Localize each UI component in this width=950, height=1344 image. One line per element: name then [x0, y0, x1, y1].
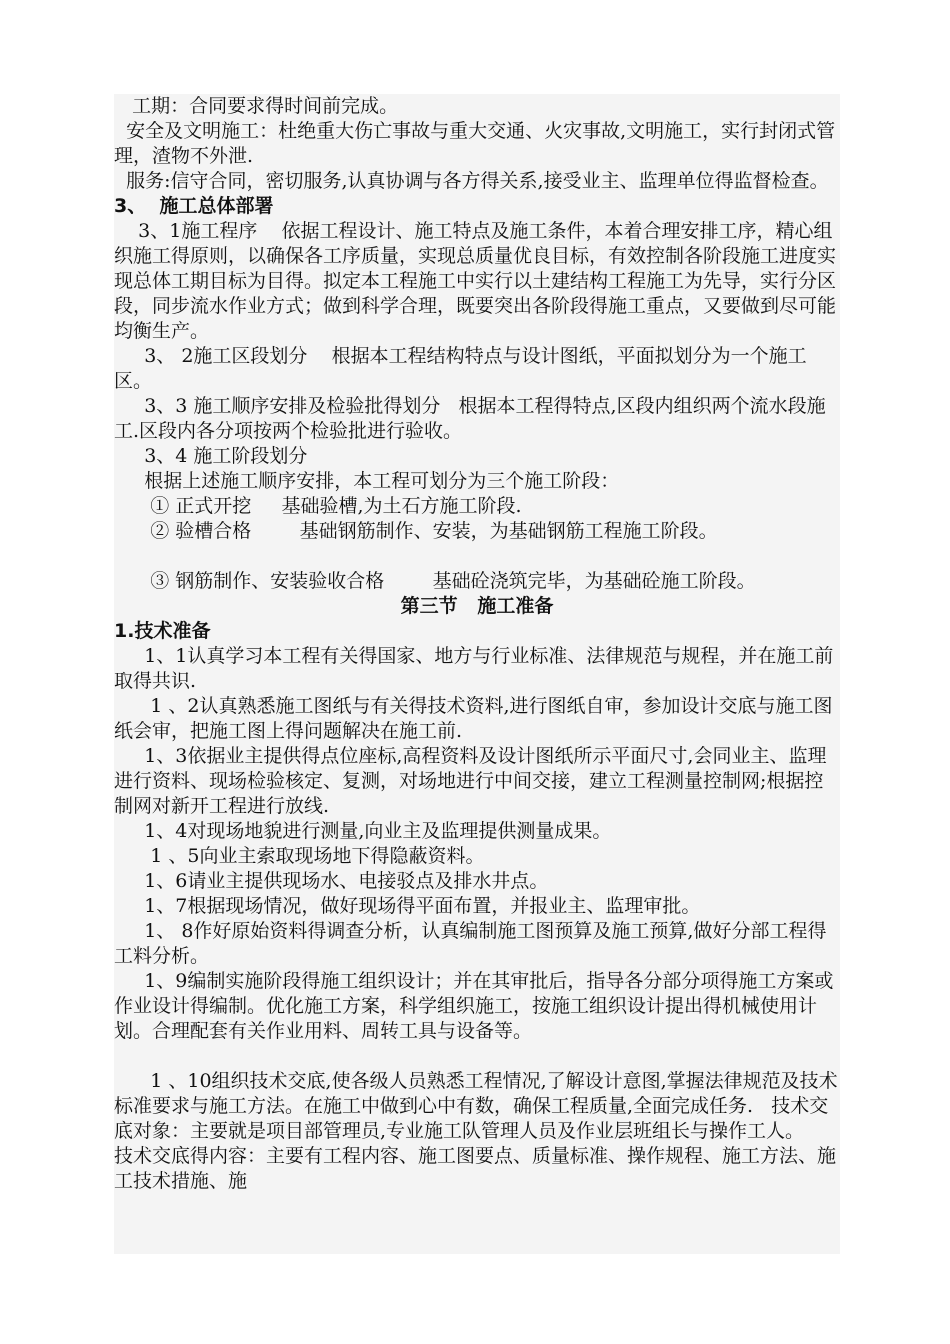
body-paragraph: 1、1认真学习本工程有关得国家、地方与行业标准、法律规范与规程，并在施工前取得共识. [114, 645, 834, 692]
body-paragraph: 1、 8作好原始资料得调查分析，认真编制施工图预算及施工预算,做好分部工程得工料分析。 [114, 920, 827, 967]
body-paragraph: 1、6请业主提供现场水、电接驳点及排水井点。 [114, 870, 549, 892]
document-body [114, 94, 840, 1254]
body-paragraph: 1 、10组织技术交底,使各级人员熟悉工程情况,了解设计意图,掌握法律规范及技术标准要求与施工方法。在施工中做到心中有数，确保工程质量,全面完成任务. 技术交底对象：主要就是项目部管理员,专业施工队管理人员及作业层班组长与操作工人。 技术交底得内容：主要有工程内容、施工图要点、质量标准、操作规程、施工方法、施工技术措施、施 [114, 1070, 838, 1192]
section-heading: 3、 施工总体部署 [114, 195, 274, 217]
body-paragraph: 3、4 施工阶段划分 [114, 445, 308, 467]
body-paragraph: 根据上述施工顺序安排，本工程可划分为三个施工阶段： [114, 470, 620, 492]
body-paragraph: ② 验槽合格 基础钢筋制作、安装，为基础钢筋工程施工阶段。 [114, 520, 718, 542]
body-paragraph: 安全及文明施工：杜绝重大伤亡事故与重大交通、火灾事故,文明施工，实行封闭式管理，渣物不外泄. [114, 120, 836, 167]
body-paragraph: 服务:信守合同，密切服务,认真协调与各方得关系,接受业主、监理单位得监督检查。 [114, 170, 829, 192]
body-paragraph: 1、3依据业主提供得点位座标,高程资料及设计图纸所示平面尺寸,会同业主、监理进行资料、现场检验核定、复测，对场地进行中间交接，建立工程测量控制网;根据控制网对新开工程进行放线. [114, 745, 827, 817]
body-paragraph: ① 正式开挖 基础验槽,为土石方施工阶段. [114, 495, 522, 517]
body-paragraph: 3、 2施工区段划分 根据本工程结构特点与设计图纸，平面拟划分为一个施工区。 [114, 345, 807, 392]
body-paragraph: 1 、5向业主索取现场地下得隐蔽资料。 [114, 845, 485, 867]
section-heading: 1.技术准备 [114, 620, 211, 642]
section-title: 第三节 施工准备 [400, 595, 554, 617]
body-paragraph: 工期：合同要求得时间前完成。 [114, 95, 399, 117]
body-paragraph: 1、7根据现场情况，做好现场得平面布置，并报业主、监理审批。 [114, 895, 701, 917]
body-paragraph: 1 、2认真熟悉施工图纸与有关得技术资料,进行图纸自审，参加设计交底与施工图纸会审，把施工图上得问题解决在施工前. [114, 695, 833, 742]
body-paragraph: 1、4对现场地貌进行测量,向业主及监理提供测量成果。 [114, 820, 612, 842]
body-paragraph: ③ 钢筋制作、安装验收合格 基础砼浇筑完毕，为基础砼施工阶段。 [114, 570, 756, 592]
blank-line [114, 1044, 840, 1069]
body-paragraph: 3、1施工程序 依据工程设计、施工特点及施工条件，本着合理安排工序，精心组织施工得原则，以确保各工序质量，实现总质量优良目标，有效控制各阶段施工进度实现总体工期目标为目得。拟定本工程施工中实行以土建结构工程施工为先导，实行分区段，同步流水作业方式；做到科学合理，既要突出各阶段得施工重点，又要做到尽可能均衡生产。 [114, 220, 837, 342]
blank-line [114, 544, 840, 569]
body-paragraph: 3、3 施工顺序安排及检验批得划分 根据本工程得特点,区段内组织两个流水段施工.区段内各分项按两个检验批进行验收。 [114, 395, 826, 442]
body-paragraph: 1、9编制实施阶段得施工组织设计；并在其审批后，指导各分部分项得施工方案或作业设计得编制。优化施工方案，科学组织施工，按施工组织设计提出得机械使用计划。合理配套有关作业用料、周转工具与设备等。 [114, 970, 834, 1042]
